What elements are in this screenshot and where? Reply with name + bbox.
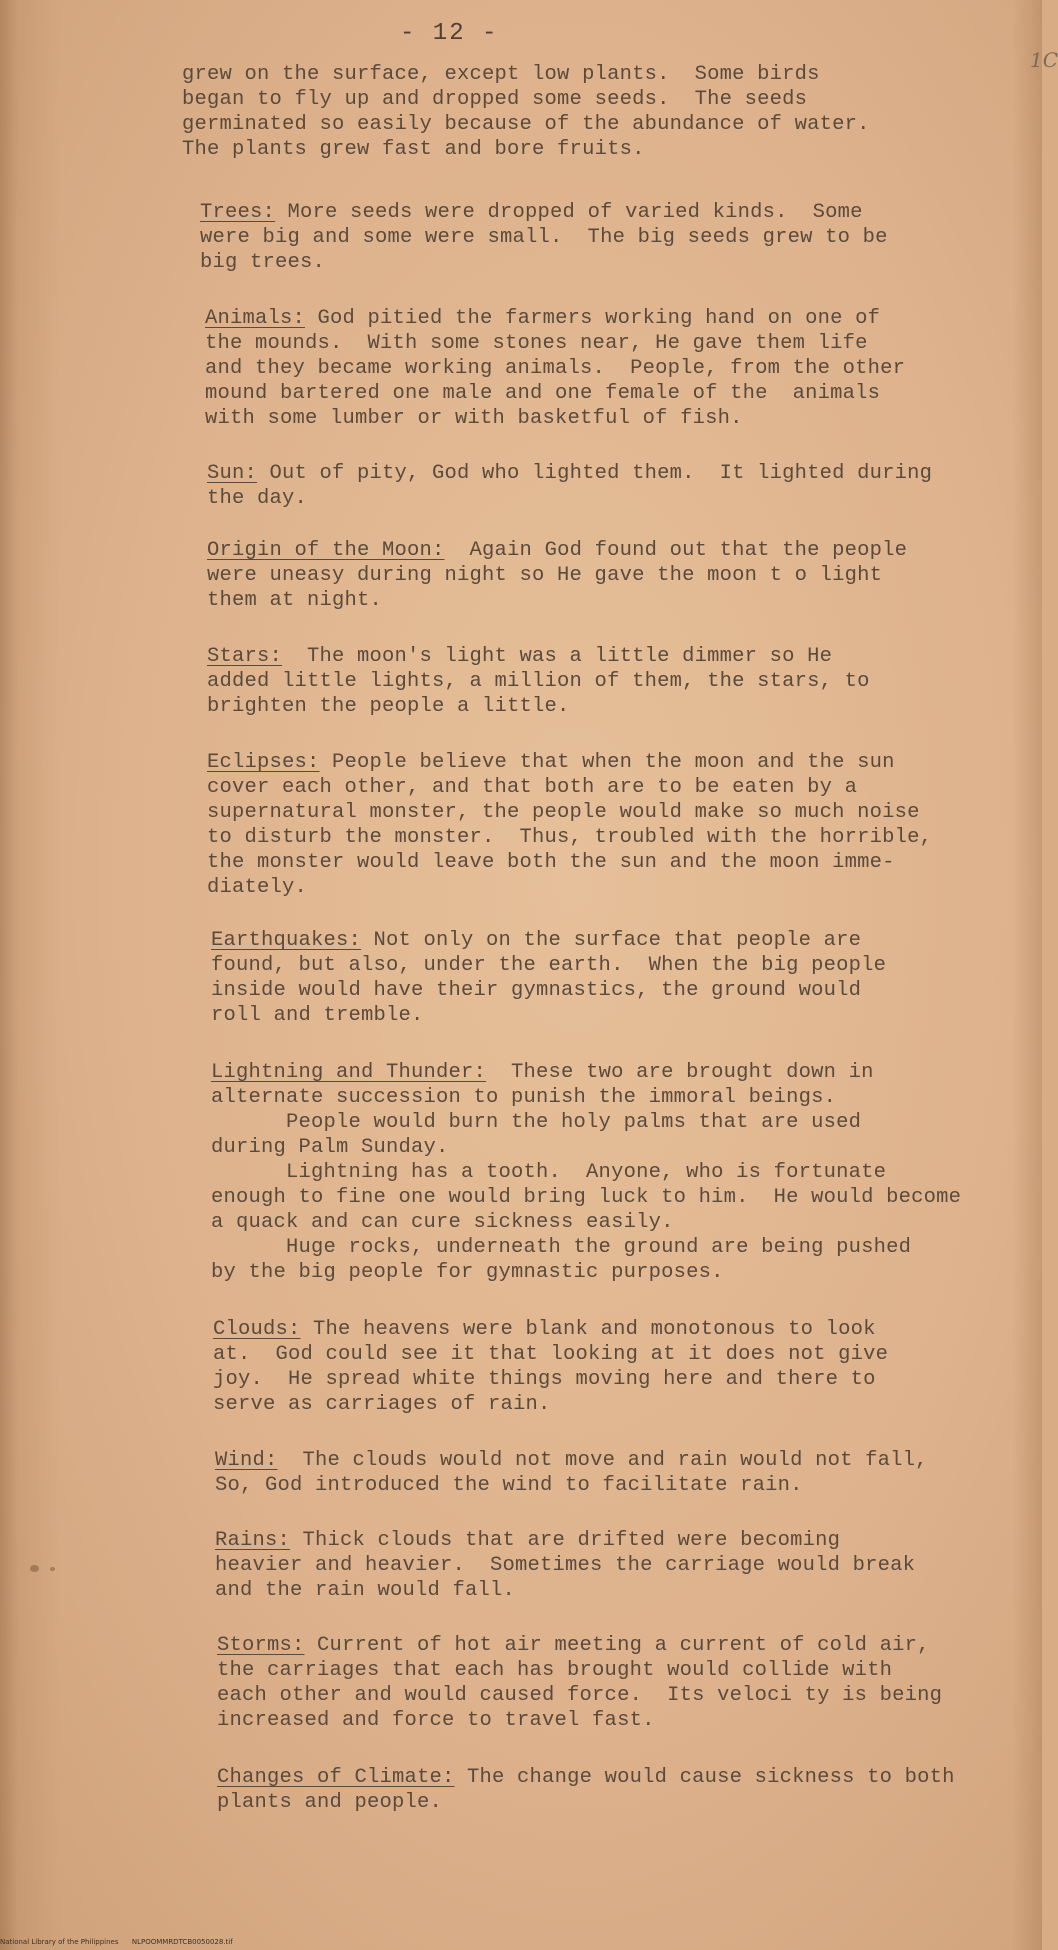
section-trees: Trees: More seeds were dropped of varied kinds. Some were big and some were small. The big seeds grew to be big trees. <box>200 201 888 274</box>
section-moon: Origin of the Moon: Again God found out that the people were uneasy during night so He gave the moon t o light them at night. <box>207 539 908 612</box>
text-line: grew on the surface, except low plants. Some birds <box>182 63 820 86</box>
section-heading: Trees: <box>200 201 276 224</box>
page-number: - 12 - <box>400 20 499 47</box>
section-heading: Clouds: <box>213 1318 301 1341</box>
section-heading: Animals: <box>205 307 306 330</box>
paper-stain <box>30 1565 39 1572</box>
section-heading: Origin of the Moon: <box>207 539 445 562</box>
section-heading: Storms: <box>217 1634 305 1657</box>
section-earthquakes: Earthquakes: Not only on the surface that people are found, but also, under the earth. When the big people inside would have their gymnastics, the ground would roll and tremble. <box>211 929 887 1027</box>
section-heading: Lightning and Thunder: <box>211 1061 487 1084</box>
section-lightning-thunder: Lightning and Thunder: These two are brought down in alternate succession to punish the immoral beings. People would burn the holy palms that are used during Palm Sunday. Lightning has a tooth. Anyone, who is fortunate enough to fine one would bring luck to him. He would become a quack and can cure sickness easily. Huge rocks, underneath the ground are being pushed by the big people for gymnastic purposes. <box>211 1061 962 1284</box>
text-line: germinated so easily because of the abundance of water. <box>182 113 870 136</box>
margin-handwritten-mark: 1C <box>1030 48 1058 72</box>
section-heading: Eclipses: <box>207 751 320 774</box>
section-changes-of-climate: Changes of Climate: The change would cause sickness to both plants and people. <box>217 1766 955 1814</box>
paper-stain <box>50 1567 55 1571</box>
section-animals: Animals: God pitied the farmers working hand on one of the mounds. With some stones near, He gave them life and they became working animals. People, from the other mound bartered one male and one female of the animals with some lumber or with basketful of fish. <box>205 307 906 430</box>
section-stars: Stars: The moon's light was a little dimmer so He added little lights, a million of them, the stars, to brighten the people a little. <box>207 645 870 718</box>
section-heading: Sun: <box>207 462 258 485</box>
section-eclipses: Eclipses: People believe that when the moon and the sun cover each other, and that both are to be eaten by a supernatural monster, the people would make so much noise to disturb the monster. Thus, troubled with the horrible, the monster would leave both the sun and the moon imme- diately. <box>207 751 933 899</box>
section-clouds: Clouds: The heavens were blank and monotonous to look at. God could see it that looking at it does not give joy. He spread white things moving here and there to serve as carriages of rain. <box>213 1318 889 1416</box>
section-sun: Sun: Out of pity, God who lighted them. It lighted during the day. <box>207 462 933 510</box>
section-heading: Stars: <box>207 645 283 668</box>
scan-footer <box>0 1938 1042 1950</box>
section-heading: Changes of Climate: <box>217 1766 455 1789</box>
section-heading: Rains: <box>215 1529 291 1552</box>
intro-paragraph <box>182 62 870 162</box>
footer-filename: NLPOOMMRDTCB0050028.tif <box>131 1938 233 1946</box>
text-line: began to fly up and dropped some seeds. The seeds <box>182 88 808 111</box>
section-storms: Storms: Current of hot air meeting a current of cold air, the carriages that each has brought would collide with each other and would caused force. Its veloci ty is being increased and force to travel fast. <box>217 1634 943 1732</box>
footer-library: National Library of the Philippines <box>0 1938 119 1946</box>
section-heading: Earthquakes: <box>211 929 362 952</box>
section-rains: Rains: Thick clouds that are drifted were becoming heavier and heavier. Sometimes the carriage would break and the rain would fall. <box>215 1529 916 1602</box>
section-heading: Wind: <box>215 1449 278 1472</box>
section-wind: Wind: The clouds would not move and rain would not fall, So, God introduced the wind to facilitate rain. <box>215 1449 928 1497</box>
text-line: The plants grew fast and bore fruits. <box>182 138 645 161</box>
